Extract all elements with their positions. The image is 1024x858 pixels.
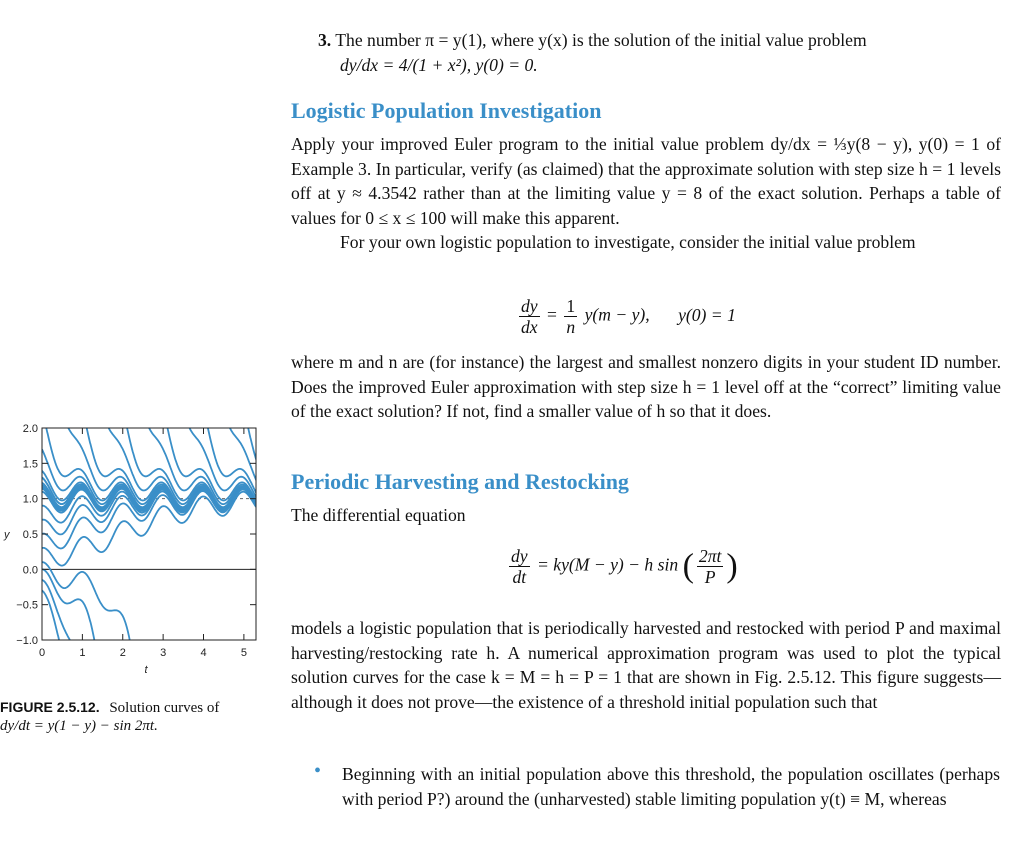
section1-paragraph-3: where m and n are (for instance) the largest and smallest nonzero digits in your student ID number. Does the improved Euler approximation with step size h = 1 level off at the “correct” limiting value of the exact solution? If not, find a smaller value of h so that it does.: [291, 352, 1001, 421]
x-tick-label: 0: [38, 647, 46, 659]
solution-curve: [224, 420, 258, 484]
solution-curves-figure: [0, 420, 275, 690]
eq-initial-condition: y(0) = 1: [678, 304, 736, 325]
eq2-argument: [697, 546, 724, 587]
y-tick-label: −0.5: [16, 599, 38, 612]
eq-dydx: [519, 296, 540, 337]
x-tick-label: 5: [240, 647, 247, 659]
y-tick-label: 2.0: [22, 423, 38, 435]
section-heading-periodic: Periodic Harvesting and Restocking: [291, 469, 629, 494]
bullet-text-1: Beginning with an initial population above this threshold, the population oscillates (perhaps with period P?) around the (unharvested) stable limiting population y(t) ≡ M, whereas: [342, 764, 1000, 809]
y-tick-label: 1.5: [22, 458, 38, 471]
y-tick-label: −1.0: [16, 635, 38, 647]
eq2-paren-close: ): [726, 547, 738, 585]
eq-rest: y(m − y),: [584, 304, 650, 325]
section-heading-logistic: Logistic Population Investigation: [291, 98, 602, 123]
solution-curve: [42, 580, 78, 661]
y-tick-label: 0.0: [22, 564, 38, 577]
section2-intro: [291, 503, 1001, 528]
eq2-arg-den: P: [704, 567, 716, 587]
section1-paragraph-2: For your own logistic population to investigate, consider the initial value problem: [340, 232, 916, 252]
x-tick-label: 2: [119, 647, 126, 659]
y-axis-label: y: [4, 529, 10, 541]
section1-paragraph-1: Apply your improved Euler program to the initial value problem dy/dx = ⅓y(8 − y), y(0) = 1 of Example 3. In particular, verify (as claimed) that the approximate solution with step size h = 1 levels off at y ≈ 4.3542 rather than at the limiting value y = 8 of the exact solution. Perhaps a table of values for 0 ≤ x ≤ 100 will make this apparent.: [291, 134, 1001, 228]
x-tick-label: 1: [79, 647, 86, 659]
exercise-text-2: dy/dx = 4/(1 + x²), y(0) = 0.: [340, 54, 538, 75]
eq-dy: dy: [521, 296, 538, 316]
eq2-dydt: [509, 546, 530, 587]
figure-caption: [0, 698, 265, 735]
eq-dx: dx: [521, 317, 538, 337]
logistic-equation: [516, 296, 736, 337]
section1-body-2: [291, 350, 1001, 424]
x-tick-label: 3: [160, 647, 167, 659]
x-axis-label: t: [144, 664, 148, 676]
eq2-dt: dt: [512, 567, 527, 587]
eq-one-over-n: [564, 296, 577, 337]
exercise-3: [318, 28, 1008, 77]
y-tick-label: 0.5: [22, 529, 38, 541]
eq2-paren-open: (: [682, 547, 694, 585]
x-tick-label: 4: [200, 647, 207, 659]
eq2-arg-num: 2πt: [698, 546, 722, 566]
eq-equals: =: [547, 304, 557, 325]
eq2-body: = ky(M − y) − h sin: [537, 554, 679, 575]
eq2-dy: dy: [511, 546, 528, 566]
section2-body: [291, 616, 1001, 714]
eq-one: 1: [566, 296, 576, 316]
section2-paragraph-1: The differential equation: [291, 505, 466, 525]
bullet-icon: •: [314, 760, 322, 782]
exercise-text: The number π = y(1), where y(x) is the solution of the initial value problem: [335, 30, 867, 50]
exercise-number: 3.: [318, 30, 332, 50]
plot-frame: [42, 428, 256, 640]
bullet-item-1: [342, 762, 1000, 811]
y-tick-label: 1.0: [22, 493, 38, 506]
eq-n: n: [566, 317, 576, 337]
section2-paragraph-2: models a logistic population that is periodically harvested and restocked with period P and maximal harvesting/restocking rate h. A numerical approximation program was used to plot the typical solution curves for the case k = M = h = P = 1 that are shown in Fig. 2.5.12. This figure suggests—although it does not prove—the existence of a threshold initial population such that: [291, 618, 1001, 712]
caption-equation: dy/dt = y(1 − y) − sin 2πt.: [0, 718, 158, 734]
caption-label: FIGURE 2.5.12.: [0, 699, 100, 715]
section1-body: [291, 132, 1001, 255]
harvest-equation: [506, 546, 738, 587]
caption-text: Solution curves of: [109, 700, 220, 716]
